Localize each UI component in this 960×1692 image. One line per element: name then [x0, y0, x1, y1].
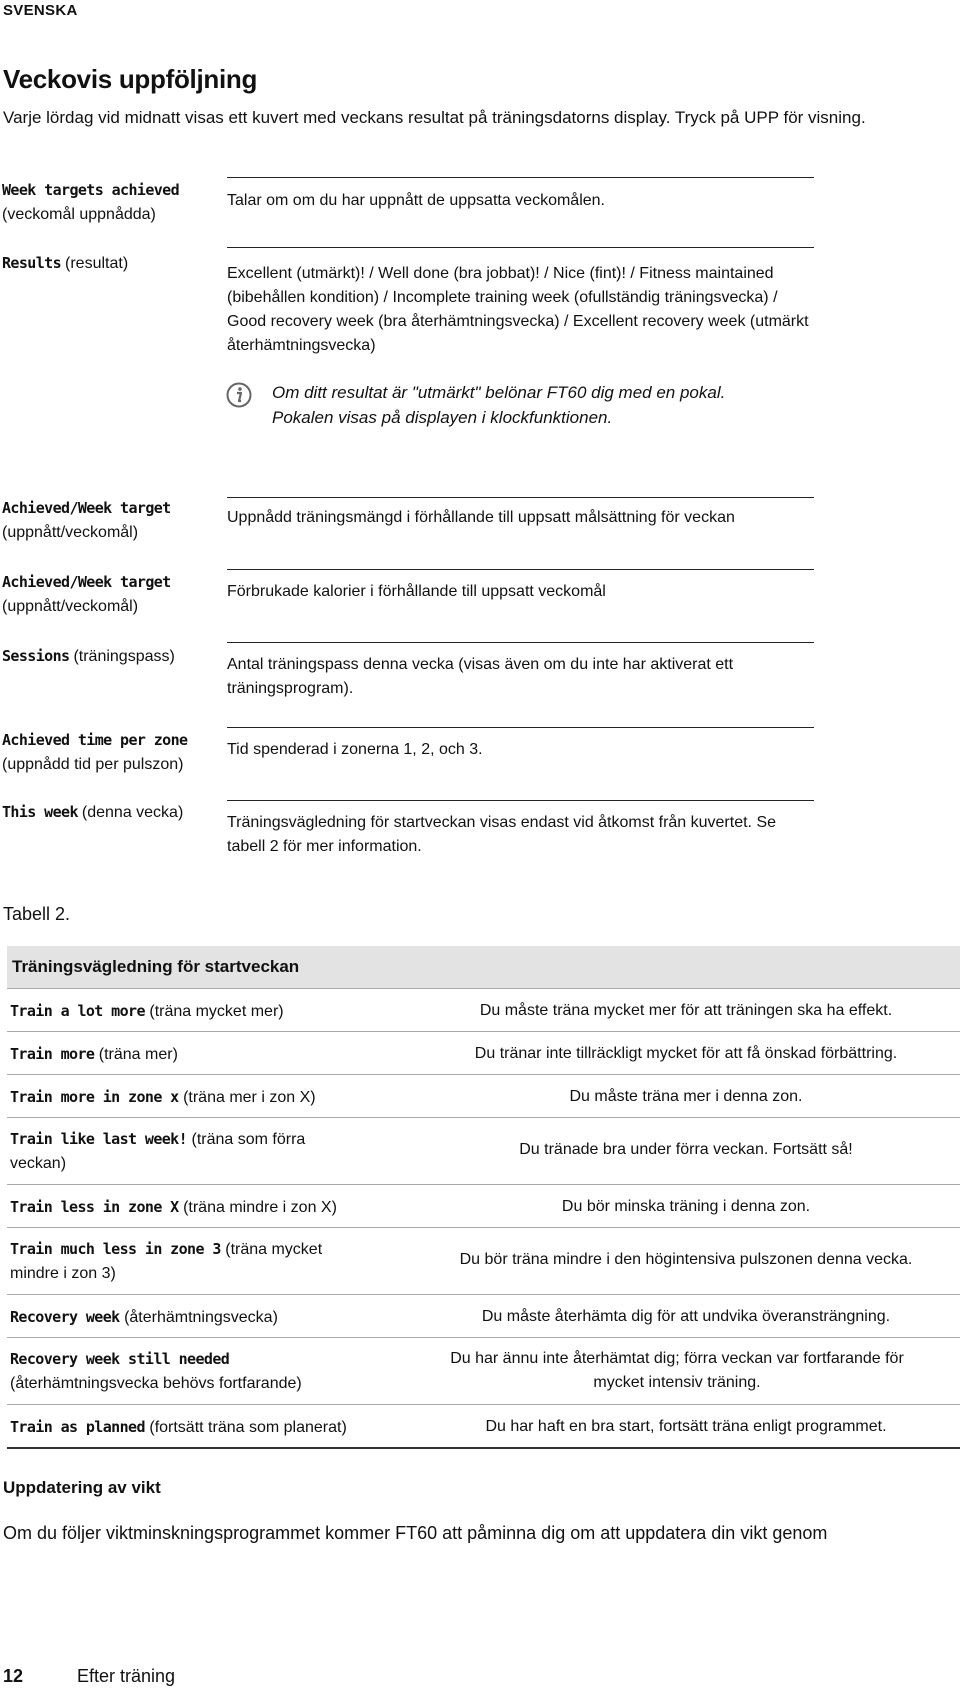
row-term-label: Train a lot more — [10, 1002, 145, 1020]
divider — [227, 727, 814, 728]
term-results — [2, 251, 217, 276]
term-label: Sessions — [2, 647, 70, 665]
footer-section-name: Efter träning — [77, 1666, 176, 1686]
row-desc: Du måste träna mer i denna zon. — [569, 1088, 803, 1105]
row-term — [10, 1127, 340, 1176]
term-translation: (uppnått/veckomål) — [2, 598, 139, 615]
row-term-translation: (träna mindre i zon X) — [183, 1199, 337, 1216]
row-desc: Du måste träna mycket mer för att träningen ska ha effekt. — [479, 1002, 893, 1019]
table-row — [7, 1294, 960, 1337]
term-label: Results — [2, 254, 62, 272]
term-week-targets — [2, 178, 217, 227]
info-icon — [226, 382, 252, 408]
weight-text: Om du följer viktminskningsprogrammet kommer FT60 att påminna dig om att uppdatera din vikt genom — [3, 1523, 828, 1543]
row-term-label: Train less in zone X — [10, 1198, 179, 1216]
term-label: Achieved/Week target — [2, 499, 171, 517]
table-caption: Tabell 2. — [3, 904, 71, 924]
row-term-translation: (träna mer i zon X) — [183, 1089, 316, 1106]
row-desc: Du tränade bra under förra veckan. Fortsätt så! — [519, 1141, 853, 1158]
term-sessions — [2, 644, 217, 669]
page-number: 12 — [3, 1666, 24, 1686]
row-desc: Du bör minska träning i denna zon. — [561, 1198, 811, 1215]
row-desc: Du har ännu inte återhämtat dig; förra veckan var fortfarande för mycket intensiv träning. — [450, 1350, 904, 1391]
definition-desc: Uppnådd träningsmängd i förhållande till uppsatt målsättning för veckan — [227, 509, 735, 526]
term-achieved-week-target — [2, 496, 217, 545]
row-term-label: Recovery week still needed — [10, 1350, 230, 1368]
table-header-label: Träningsvägledning för startveckan — [12, 957, 300, 976]
definition-desc: Excellent (utmärkt)! / Well done (bra jobbat)! / Nice (fint)! / Fitness maintained (bibehållen kondition) / Incomplete training week (ofullständig träningsvecka) / Good recovery week (bra återhämtningsvecka) / Excellent recovery week (utmärkt återhämtningsvecka) — [227, 265, 809, 354]
row-term-label: Train as planned — [10, 1418, 145, 1436]
row-term — [10, 1237, 355, 1286]
term-translation: (uppnått/veckomål) — [2, 524, 139, 541]
language-label: SVENSKA — [3, 2, 78, 19]
definition-desc: Träningsvägledning för startveckan visas endast vid åtkomst från kuvertet. Se tabell 2 för mer information. — [227, 814, 777, 855]
row-term — [10, 1195, 360, 1220]
term-translation: (denna vecka) — [81, 804, 184, 821]
note-text — [272, 380, 832, 430]
term-translation: (resultat) — [65, 255, 129, 272]
row-term-label: Train much less in zone 3 — [10, 1240, 221, 1258]
row-term-label: Recovery week — [10, 1308, 120, 1326]
term-label: Achieved/Week target — [2, 573, 171, 591]
table-header — [7, 946, 960, 988]
term-achieved-week-target-calories — [2, 570, 217, 619]
definition-desc: Tid spenderad i zonerna 1, 2, och 3. — [227, 741, 483, 758]
definition-desc: Talar om om du har uppnått de uppsatta veckomålen. — [227, 192, 605, 209]
row-desc: Du har haft en bra start, fortsätt träna enligt programmet. — [485, 1418, 887, 1435]
table-row — [7, 1337, 960, 1404]
row-term — [10, 1085, 360, 1110]
table-row — [7, 1074, 960, 1117]
row-term — [10, 1415, 410, 1440]
divider — [227, 177, 814, 178]
row-desc: Du tränar inte tillräckligt mycket för att få önskad förbättring. — [474, 1045, 898, 1062]
term-label: Week targets achieved — [2, 181, 180, 199]
row-term-translation: (träna mycket mindre i zon 3) — [10, 1241, 323, 1282]
term-translation: (veckomål uppnådda) — [2, 206, 156, 223]
row-term — [10, 1042, 360, 1067]
row-term-label: Train like last week! — [10, 1130, 188, 1148]
row-term-label: Train more in zone x — [10, 1088, 179, 1106]
term-this-week — [2, 800, 217, 825]
table-row — [7, 1031, 960, 1074]
row-term-translation: (fortsätt träna som planerat) — [149, 1419, 347, 1436]
section-intro: Varje lördag vid midnatt visas ett kuvert med veckans resultat på träningsdatorns display. Tryck på UPP för visning. — [3, 108, 866, 127]
row-desc: Du bör träna mindre i den högintensiva pulszonen denna vecka. — [459, 1251, 913, 1268]
term-time-per-zone — [2, 728, 217, 777]
note-line-1: Om ditt resultat är "utmärkt" belönar FT60 dig med en pokal. — [272, 383, 726, 402]
table-row — [7, 1184, 960, 1227]
term-translation: (uppnådd tid per pulszon) — [2, 756, 184, 773]
row-term — [10, 1347, 340, 1396]
row-term-translation: (återhämtningsvecka behövs fortfarande) — [10, 1375, 302, 1392]
row-term-translation: (träna mycket mer) — [149, 1003, 284, 1020]
row-term-translation: (träna mer) — [98, 1046, 178, 1063]
section-title: Veckovis uppföljning — [3, 64, 258, 94]
divider — [227, 800, 814, 801]
divider — [227, 569, 814, 570]
row-term-label: Train more — [10, 1045, 95, 1063]
divider — [227, 497, 814, 498]
table-row — [7, 1227, 960, 1294]
term-label: Achieved time per zone — [2, 731, 188, 749]
weight-heading: Uppdatering av vikt — [3, 1478, 161, 1497]
row-term — [10, 1305, 360, 1330]
divider — [227, 247, 814, 248]
row-term-translation: (återhämtningsvecka) — [124, 1309, 278, 1326]
table-row — [7, 1404, 960, 1449]
table-row — [7, 988, 960, 1031]
definition-desc: Antal träningspass denna vecka (visas även om du inte har aktiverat ett träningsprogram). — [227, 656, 734, 697]
row-term-translation: (träna som förra veckan) — [10, 1131, 306, 1172]
guidance-table — [7, 946, 960, 1449]
table-row — [7, 1117, 960, 1184]
definition-desc: Förbrukade kalorier i förhållande till uppsatt veckomål — [227, 583, 606, 600]
row-term — [10, 999, 360, 1024]
divider — [227, 642, 814, 643]
row-desc: Du måste återhämta dig för att undvika överansträngning. — [481, 1308, 891, 1325]
term-translation: (träningspass) — [73, 648, 175, 665]
note-line-2: Pokalen visas på displayen i klockfunktionen. — [272, 408, 613, 427]
term-label: This week — [2, 803, 78, 821]
